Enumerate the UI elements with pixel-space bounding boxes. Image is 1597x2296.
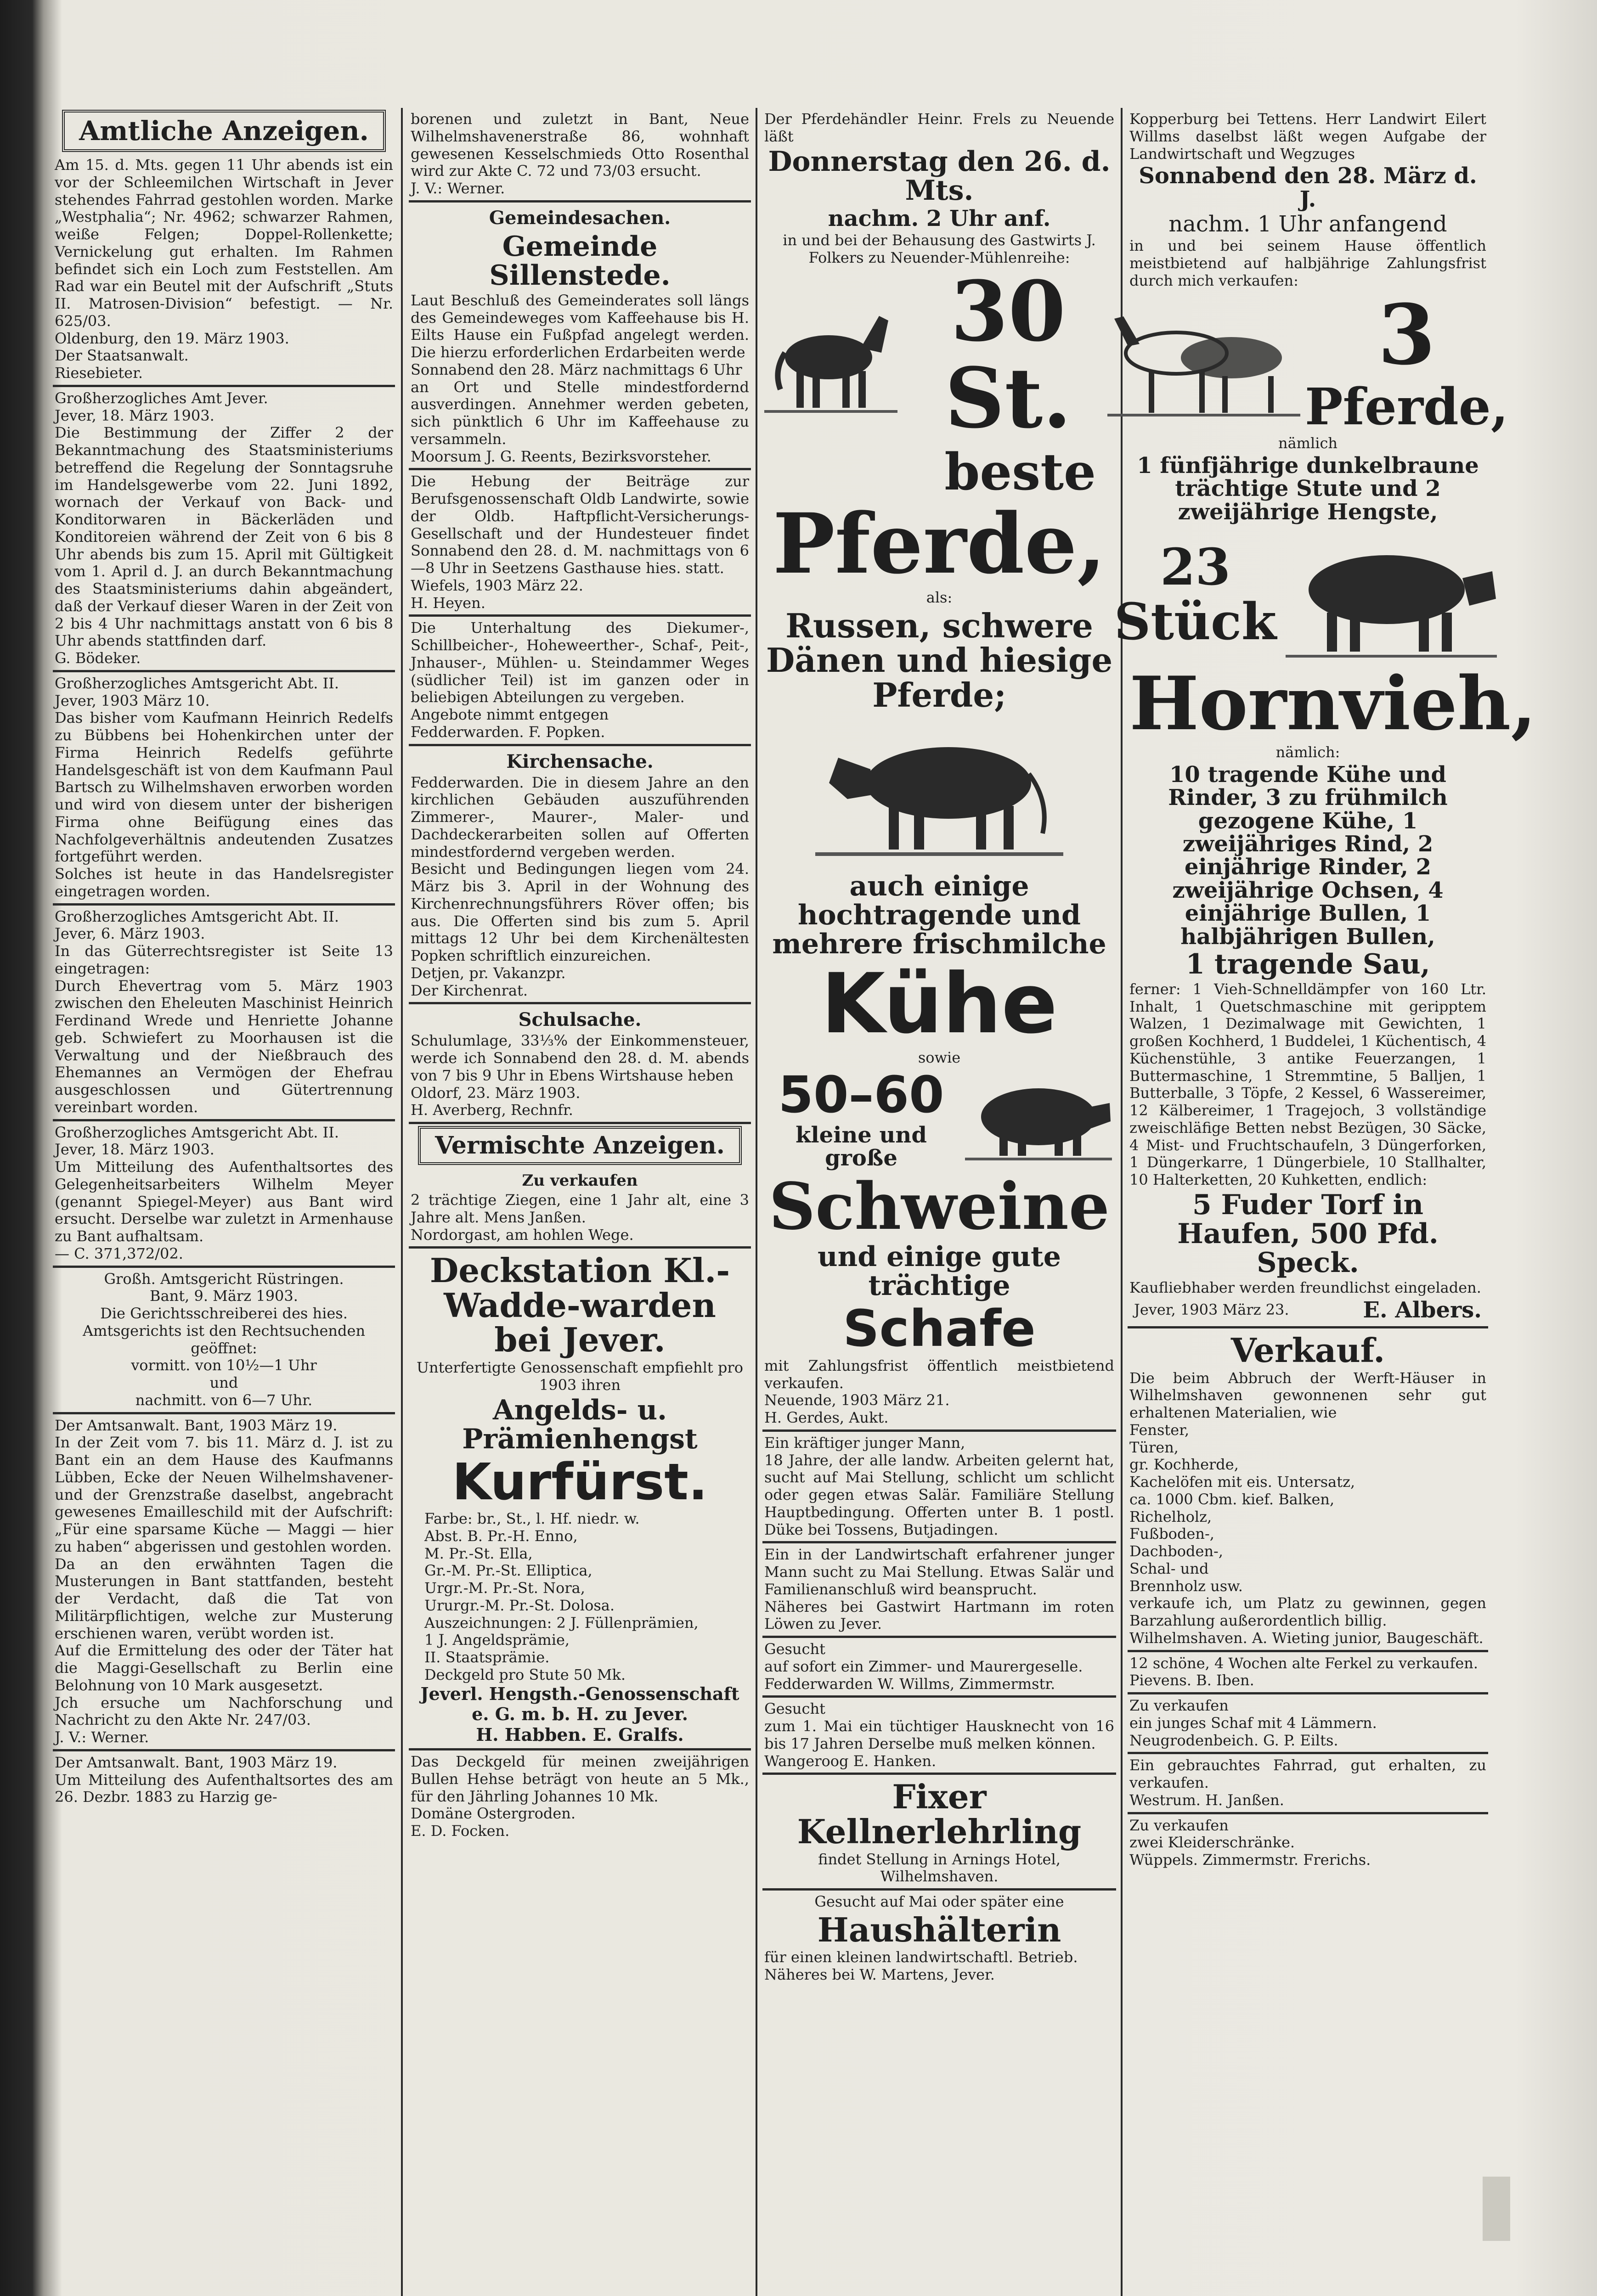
ad-willms-kauf: Kaufliebhaber werden freundlichst eingeladen. [1129, 1278, 1481, 1296]
ad-deckstation-intro: Unterfertigte Genossenschaft empfiehlt pro 1903 ihren [417, 1359, 743, 1394]
notice-gueterrecht: Großherzogliches Amtsgericht Abt. II. Jever, 6. März 1903. In das Güterrechtsregister ist Seite 13 eingetragen: Durch Ehevertrag vom 5. März 1903 zwischen den Eheleuten Maschinist Heinrich Ferdinand Wrede und Henriette Johanne geb. Schwiefert zu Moorhausen ist die Verwaltung und der Nießbrauch des Ehemannes an Vermögen der Ehefrau ausgeschlossen und Gütertrennung vereinbart worden. [55, 907, 393, 1116]
ad-gesucht-geselle: Gesucht auf sofort ein Zimmer- und Maurergeselle. Fedderwarden W. Willms, Zimmermstr. [764, 1640, 1083, 1693]
notice-harzig: Der Amtsanwalt. Bant, 1903 März 19. Um Mitteilung des Aufenthaltsortes des am 26. Dezbr. 1883 zu Harzig ge- [55, 1753, 393, 1806]
ad-verkauf-title: Verkauf. [1230, 1331, 1385, 1370]
ad-frels-kleine: kleine und große [796, 1122, 927, 1171]
ad-frels-russen: Russen, schwere Dänen und hiesige Pferde; [766, 606, 1113, 715]
notice-sonntagsruhe: Großherzogliches Amt Jever. Jever, 18. März 1903. Die Bestimmung der Ziffer 2 der Bekanntmachung des Staatsministeriums betreffend die Regelung der Sonntagsruhe im Handelsgewerbe vom 22. Juni 1892, wornach der Verkauf von Back- und Konditorwaren in Bäckerläden und Konditoreien während der Zeit von 6 bis 8 Uhr abends bis zum 15. April mit Gültigkeit vom 1. April d. J. an durch Bekanntmachung des Staatsministeriums dahin abgeändert, daß der Verkauf dieser Waren in der Zeit von 2 bis 4 Uhr nachmittags anstatt von 6 bis 8 Uhr abends stattfinden darf. G. Bödeker. [55, 389, 393, 667]
ad-frels-auch: auch einige hochtragende und mehrere frischmilche [772, 870, 1106, 961]
ad-frels-time: nachm. 2 Uhr anf. [828, 205, 1051, 231]
heading-schulsache: Schulsache. [518, 1009, 642, 1031]
ad-kleiderschraenke: Zu verkaufen zwei Kleiderschränke. Wüppels. Zimmermstr. Frerichs. [1129, 1816, 1371, 1869]
ad-fahrrad: Ein gebrauchtes Fahrrad, gut erhalten, zu verkaufen. Westrum. H. Janßen. [1129, 1756, 1486, 1809]
ad-frels-intro: Der Pferdehändler Heinr. Frels zu Neuende läßt [764, 110, 1114, 145]
ad-hengst-name: Kurfürst. [452, 1452, 708, 1511]
ad-hengst-line: Angelds- u. Prämienhengst [462, 1394, 698, 1455]
notice-kirchenbau: Fedderwarden. Die in diesem Jahre an den kirchlichen Gebäuden auszuführenden Zimmerer-, Maurer-, Maler- und Dachdeckerarbeiten sollen auf Offerten mindestfordernd vergeben werden. Besicht und Bedingungen liegen vom 24. März bis 3. April in der Wohnung des Kirchenrechnungsführers Röver offen; bis aus. Die Offerten sind bis zum 5. April mittags 12 Uhr bei dem Kirchenältesten Popken schriftlich einzureichen. Detjen, pr. Vakanzpr. Der Kirchenrat. [411, 773, 749, 999]
notice-meyer: Großherzogliches Amtsgericht Abt. II. Jever, 18. März 1903. Um Mitteilung des Aufenthaltsortes des Gelegenheitsarbeiters Wilhelm Meyer (genannt Spiegel-Meyer) aus Bant wird ersucht. Derselbe war zuletzt in Armenhause zu Bant aufhaltsam. — C. 371,372/02. [55, 1123, 393, 1262]
pig-illustration [963, 1071, 1114, 1167]
ad-frels-kuehe: Kühe [821, 956, 1058, 1052]
ad-frels-sowie: sowie [918, 1049, 961, 1067]
ad-verkauf-text: Die beim Abbruch der Werft-Häuser in Wilhelmshaven gewonnenen sehr gut erhaltenen Materialien, wie Fenster, Türen, gr. Kochherde, Kachelöfen mit eis. Untersatz, ca. 1000 Cbm. kief. Balken, Richelholz, Fußboden-, Dachboden-, Schal- und Brennholz usw. verkaufe ich, um Platz zu gewinnen, gegen Barzahlung außerordentlich billig. Wilhelmshaven. A. Wieting junior, Baugeschäft. [1129, 1369, 1486, 1647]
ad-frels-footer: mit Zahlungsfrist öffentlich meistbietend verkaufen. Neuende, 1903 März 21. H. Gerdes, Aukt. [764, 1356, 1114, 1427]
notice-hebung: Die Hebung der Beiträge zur Berufsgenossenschaft Oldb Landwirte, sowie der Oldb. Haftpflicht-Versicherungs-Gesellschaft und der Hundesteuer findet Sonnabend den 28. d. M. nachmittags von 6—8 Uhr in Seetzens Gasthause hies. statt. Wiefels, 1903 März 22. H. Heyen. [411, 473, 749, 612]
ad-willms-ferner: ferner: 1 Vieh-Schnelldämpfer von 160 Ltr. Inhalt, 1 Quetschmaschine mit geripptem Walzen, 1 Dezimalwage mit Gewichten, 1 großen Kochherd, 1 Buddelei, 1 Küchentisch, 4 Küchenstühle, 3 antike Feuerzangen, 1 Buttermaschine, 1 Stremmtine, 5 Balljen, 1 Butterballe, 3 Töpfe, 2 Kessel, 6 Wassereimer, 12 Kälbereimer, 1 Tragejoch, 3 vollständige zweischläfige Betten nebst Bezügen, 30 Säcke, 4 Mist- und Fruchtschaufeln, 3 Düngerforken, 1 Düngerkarre, 1 Düngerbiele, 10 Stallhalter, 10 Halterketten, 20 Kuhketten, endlich: [1129, 980, 1486, 1189]
ad-willms-3: 3 [1377, 286, 1436, 383]
ad-hengst-details: Farbe: br., St., l. Hf. niedr. w. Abst. B. Pr.-H. Enno, M. Pr.-St. Ella, Gr.-M. Pr.-St. Elliptica, Urgr.-M. Pr.-St. Nora, Ururgr.-M. Pr.-St. Dolosa. Auszeichnungen: 2 J. Füllenprämien, 1 J. Angeldsprämie, II. Staatsprämie. Deckgeld pro Stute 50 Mk. [424, 1510, 699, 1683]
heading-sillenstede: Gemeinde Sillenstede. [489, 230, 671, 292]
ad-willms-naemlich-2: nämlich: [1275, 743, 1340, 761]
notice-schulumlage: Schulumlage, 33⅓% der Einkommensteuer, werde ich Sonnabend den 28. d. M. abends von 7 bis 9 Uhr in Ebens Wirtshause heben Oldorf, 23. März 1903. H. Averberg, Rechnfr. [411, 1032, 749, 1119]
notice-handelsregister: Großherzogliches Amtsgericht Abt. II. Jever, 1903 März 10. Das bisher vom Kaufmann Heinrich Redelfs zu Bübbens bei Hohenkirchen unter der Firma Heinrich Redelfs geführte Handelsgeschäft ist von dem Kaufmann Paul Bartsch zu Wilhelmshaven erworben worden und wird von diesem unter der bisherigen Firma ohne Beifügung eines das Nachfolgeverhältnis andeutenden Zusatzes fortgeführt werden. Solches ist heute in das Handelsregister eingetragen worden. [55, 674, 393, 900]
ad-frels-date: Donnerstag den 26. d. Mts. [768, 145, 1111, 207]
ad-willms-hornvieh: Hornvieh, [1129, 660, 1537, 747]
column-rule [1121, 108, 1123, 2296]
ad-bullen-deckgeld: Das Deckgeld für meinen zweijährigen Bullen Hehse beträgt von heute an 5 Mk., für den Jährling Johannes 10 Mk. Domäne Ostergroden. E. D. Focken. [411, 1753, 749, 1840]
section-header-vermischte: Vermischte Anzeigen. [418, 1126, 742, 1165]
ad-junger-mann: Ein kräftiger junger Mann, 18 Jahre, der alle landw. Arbeiten gelernt hat, sucht auf Mai Stellung, schlicht um schlicht oder gegen etwas Salär. Familiäre Stellung Hauptbedingung. Offerten unter B. 1 postl. Düke bei Tossens, Butjadingen. [764, 1434, 1114, 1538]
cow-illustration [811, 714, 1068, 870]
ad-willms-naemlich-1: nämlich [1278, 434, 1338, 452]
notice-wege: Die Unterhaltung des Diekumer-, Schillbeicher-, Hoheweerther-, Schaf-, Peit-, Jnhauser-, Mühlen- u. Steindammer Weges (südlicher Teil) ist im ganzen oder in beliebigen Abteilungen zu vergeben. Angebote nimmt entgegen Fedderwarden. F. Popken. [411, 619, 749, 741]
ad-frels-als: als: [926, 588, 953, 606]
ad-frels-50-60: 50–60 [778, 1065, 944, 1125]
ad-gesucht-hausknecht: Gesucht zum 1. Mai ein tüchtiger Hausknecht von 16 bis 17 Jahren Derselbe muß melken können. Wangeroog E. Hanken. [764, 1700, 1114, 1770]
ad-willms-pferde: Pferde, [1304, 377, 1509, 436]
ad-frels-where: in und bei der Behausung des Gastwirts J. Folkers zu Neuender-Mühlenreihe: [783, 231, 1096, 266]
margin-stamp [1483, 2177, 1510, 2241]
column-2 [409, 108, 751, 2296]
heading-kirchensache: Kirchensache. [506, 750, 654, 772]
ad-willms-time: nachm. 1 Uhr anfangend [1168, 211, 1447, 237]
ad-schaf: Zu verkaufen ein junges Schaf mit 4 Lämmern. Neugrodenbeich. G. P. Eilts. [1129, 1697, 1377, 1749]
ox-illustration [1281, 525, 1501, 663]
ad-deckstation-title: Deckstation Kl.-Wadde-warden bei Jever. [429, 1251, 730, 1360]
ad-haus-intro: Gesucht auf Mai oder später eine [814, 1893, 1064, 1911]
notice-fusspfad: Laut Beschluß des Gemeinderates soll längs des Gemeindeweges vom Kaffeehause bis H. Eilts Hause ein Fußpfad angelegt werden. Die hierzu erforderlichen Erdarbeiten werde Sonnabend den 28. März nachmittags 6 Uhr an Ort und Stelle mindestfordernd ausverdingen. Annehmer werden gebeten, sich pünktlich 6 Uhr im Kaffeehause zu versammeln. Moorsum J. G. Reents, Bezirksvorsteher. [411, 291, 749, 465]
ad-ziegen: 2 trächtige Ziegen, eine 1 Jahr alt, eine 3 Jahre alt. Mens Janßen. Nordorgast, am hohlen Wege. [411, 1191, 749, 1244]
ad-haus-title: Haushälterin [817, 1910, 1061, 1949]
ad-willms-jever: Jever, 1903 März 23. [1134, 1301, 1289, 1319]
ad-ferkel: 12 schöne, 4 Wochen alte Ferkel zu verkaufen. Pievens. B. Iben. [1129, 1654, 1478, 1689]
ad-willms-albers: E. Albers. [1363, 1297, 1482, 1323]
ad-landwirtschaft: Ein in der Landwirtschaft erfahrener junger Mann sucht zu Mai Stellung. Etwas Salär und Familienanschluß wird beansprucht. Näheres bei Gastwirt Hartmann im roten Löwen zu Jever. [764, 1546, 1114, 1633]
ad-willms-stueck: Stück [1114, 592, 1277, 652]
ad-haus-text: für einen kleinen landwirtschaftl. Betrieb. Näheres bei W. Martens, Jever. [764, 1948, 1078, 1984]
ad-willms-where: in und bei seinem Hause öffentlich meistbietend auf halbjährige Zahlungsfrist durch mich verkaufen: [1129, 237, 1486, 289]
column-4 [1114, 108, 1537, 2296]
ad-frels-und-einige: und einige gute trächtige [818, 1241, 1061, 1302]
ad-willms-23: 23 [1160, 537, 1231, 597]
horse-illustration [764, 288, 897, 422]
heading-zu-verkaufen: Zu verkaufen [522, 1171, 638, 1190]
ad-willms-pferde-text: 1 fünfjährige dunkelbraune trächtige Stute und 2 zweijährige Hengste, [1137, 452, 1479, 525]
ad-willms-date: Sonnabend den 28. März d. J. [1139, 163, 1477, 212]
column-rule [401, 108, 403, 2296]
ad-kellner-title: Fixer Kellnerlehrling [797, 1777, 1082, 1851]
ad-willms-vieh-text: 10 tragende Kühe und Rinder, 3 zu frühmilch gezogene Kühe, 1 zweijähriges Rind, 2 einjährige Rinder, 2 zweijährige Ochsen, 4 einjährige Bullen, 1 halbjährigen Bullen, [1168, 761, 1448, 950]
notice-fahrrad: Am 15. d. Mts. gegen 11 Uhr abends ist ein vor der Schleemilchen Wirtschaft in Jever stehendes Fahrrad gestohlen worden. Marke „Westphalia“; Nr. 4962; schwarzer Rahmen, weiße Felgen; Doppel-Rollenkette; Vernickelung gut erhalten. Im Rahmen befindet sich ein Loch zum Feststellen. Am Rad war ein Beutel mit der Aufschrift „Stuts II. Matrosen-Division“ befestigt. — Nr. 625/03. Oldenburg, den 19. März 1903. Der Staatsanwalt. Riesebieter. [55, 156, 393, 382]
column-3 [762, 108, 1116, 2296]
ad-willms-torf: 5 Fuder Torf in Haufen, 500 Pfd. Speck. [1177, 1188, 1439, 1279]
ad-genossenschaft: Jeverl. Hengsth.-Genossenschaft e. G. m. b. H. zu Jever. H. Habben. E. Gralfs. [420, 1683, 739, 1745]
column-1 [53, 108, 395, 2296]
heading-gemeindesachen: Gemeindesachen. [489, 207, 671, 229]
ad-willms-sau: 1 tragende Sau, [1185, 948, 1430, 980]
notice-rosenthal: borenen und zuletzt in Bant, Neue Wilhelmshavenerstraße 86, wohnhaft gewesenen Kesselschmieds Otto Rosenthal wird zur Akte C. 72 und 73/03 ersucht. J. V.: Werner. [411, 110, 749, 197]
ad-kellner-text: findet Stellung in Arnings Hotel, Wilhelmshaven. [818, 1850, 1061, 1885]
ad-frels-pferde: Pferde, [773, 495, 1106, 592]
ad-frels-beste: beste [944, 442, 1096, 502]
column-rule [756, 108, 757, 2296]
ad-frels-schweine: Schweine [769, 1169, 1110, 1245]
ad-frels-schafe: Schafe [843, 1299, 1036, 1358]
section-header-amtliche: Amtliche Anzeigen. [62, 110, 386, 152]
ad-frels-30-stueck: 30 St. [945, 263, 1072, 447]
horses-illustration [1107, 303, 1300, 422]
ad-willms-intro: Kopperburg bei Tettens. Herr Landwirt Eilert Willms daselbst läßt wegen Aufgabe der Landwirtschaft und Wegzuges [1129, 110, 1486, 163]
notice-ruestringen: Großh. Amtsgericht Rüstringen. Bant, 9. März 1903. Die Gerichtsschreiberei des hies. Amtsgerichts ist den Rechtsuchenden geöffnet: vormitt. von 10½—1 Uhr und nachmitt. von 6—7 Uhr. [82, 1270, 366, 1409]
notice-maggi: Der Amtsanwalt. Bant, 1903 März 19. In der Zeit vom 7. bis 11. März d. J. ist zu Bant ein an dem Hause des Kaufmanns Lübben, Ecke der Neuen Wilhelmshavener- und der Grenzstraße daselbst, angebracht gewesenes Emailleschild mit der Aufschrift: „Für eine sparsame Küche — Maggi — hier zu haben“ abgerissen und gestohlen worden. Da an den erwähnten Tagen die Musterungen in Bant stattfanden, besteht der Verdacht, daß die Tat von Militärpflichtigen, welche zur Musterung erschienen waren, verübt worden ist. Auf die Ermittelung des oder der Täter hat die Maggi-Gesellschaft zu Berlin eine Belohnung von 10 Mark ausgesetzt. Jch ersuche um Nachforschung und Nachricht zu den Akte Nr. 247/03. J. V.: Werner. [55, 1416, 393, 1746]
